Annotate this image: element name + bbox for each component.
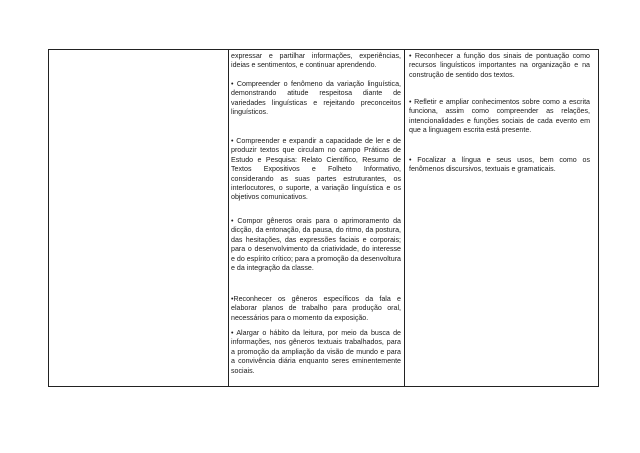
skill-language-uses: • Focalizar a língua e seus usos, bem como os fenômenos discursivos, textuais e gramaticais. [409,156,590,174]
objective-speech-plans: •Reconhecer os gêneros específicos da fala e elaborar planos de trabalho para produção oral, necessários para o momento da exposição. [231,295,401,322]
objective-text-continuation: expressar e partilhar informações, experiências, ideias e sentimentos, e continuar aprendendo. [231,52,401,70]
column-divider-1 [228,49,229,387]
skill-punctuation: • Reconhecer a função dos sinais de pontuação como recursos linguísticos importantes na organização e na construção de sentido dos textos. [409,52,590,79]
objective-reading-habit: • Alargar o hábito da leitura, por meio da busca de informações, nos gêneros textuais trabalhados, para a promoção da ampliação da visão de mundo e para a convivência diária enquanto seres eminentemente sociais. [231,329,401,375]
column-divider-2 [404,49,405,387]
objective-linguistic-variation: • Compreender o fenômeno da variação linguística, demonstrando atitude respeitosa diante de variedades linguísticas e rejeitando preconceitos linguísticos. [231,80,401,117]
skill-writing-knowledge: • Refletir e ampliar conhecimentos sobre como a escrita funciona, assim como compreender as relações, intencionalidades e funções sociais de cada evento em que a linguagem escrita está presente. [409,98,590,135]
objective-oral-genres: • Compor gêneros orais para o aprimoramento da dicção, da entonação, da pausa, do ritmo, da postura, das hesitações, das expressões faciais e corporais; para o desenvolvimento da criatividade, do interesse e do espírito crítico; para a promoção da desenvoltura e da integração da classe. [231,217,401,273]
objective-reading-writing: • Compreender e expandir a capacidade de ler e de produzir textos que circulam no campo Práticas de Estudo e Pesquisa: Relato Científico, Resumo de Textos Expositivos e Folheto Informativo, considerando as suas partes estruturantes, os interlocutores, o suporte, a variação linguística e os objetivos comunicativos. [231,137,401,202]
